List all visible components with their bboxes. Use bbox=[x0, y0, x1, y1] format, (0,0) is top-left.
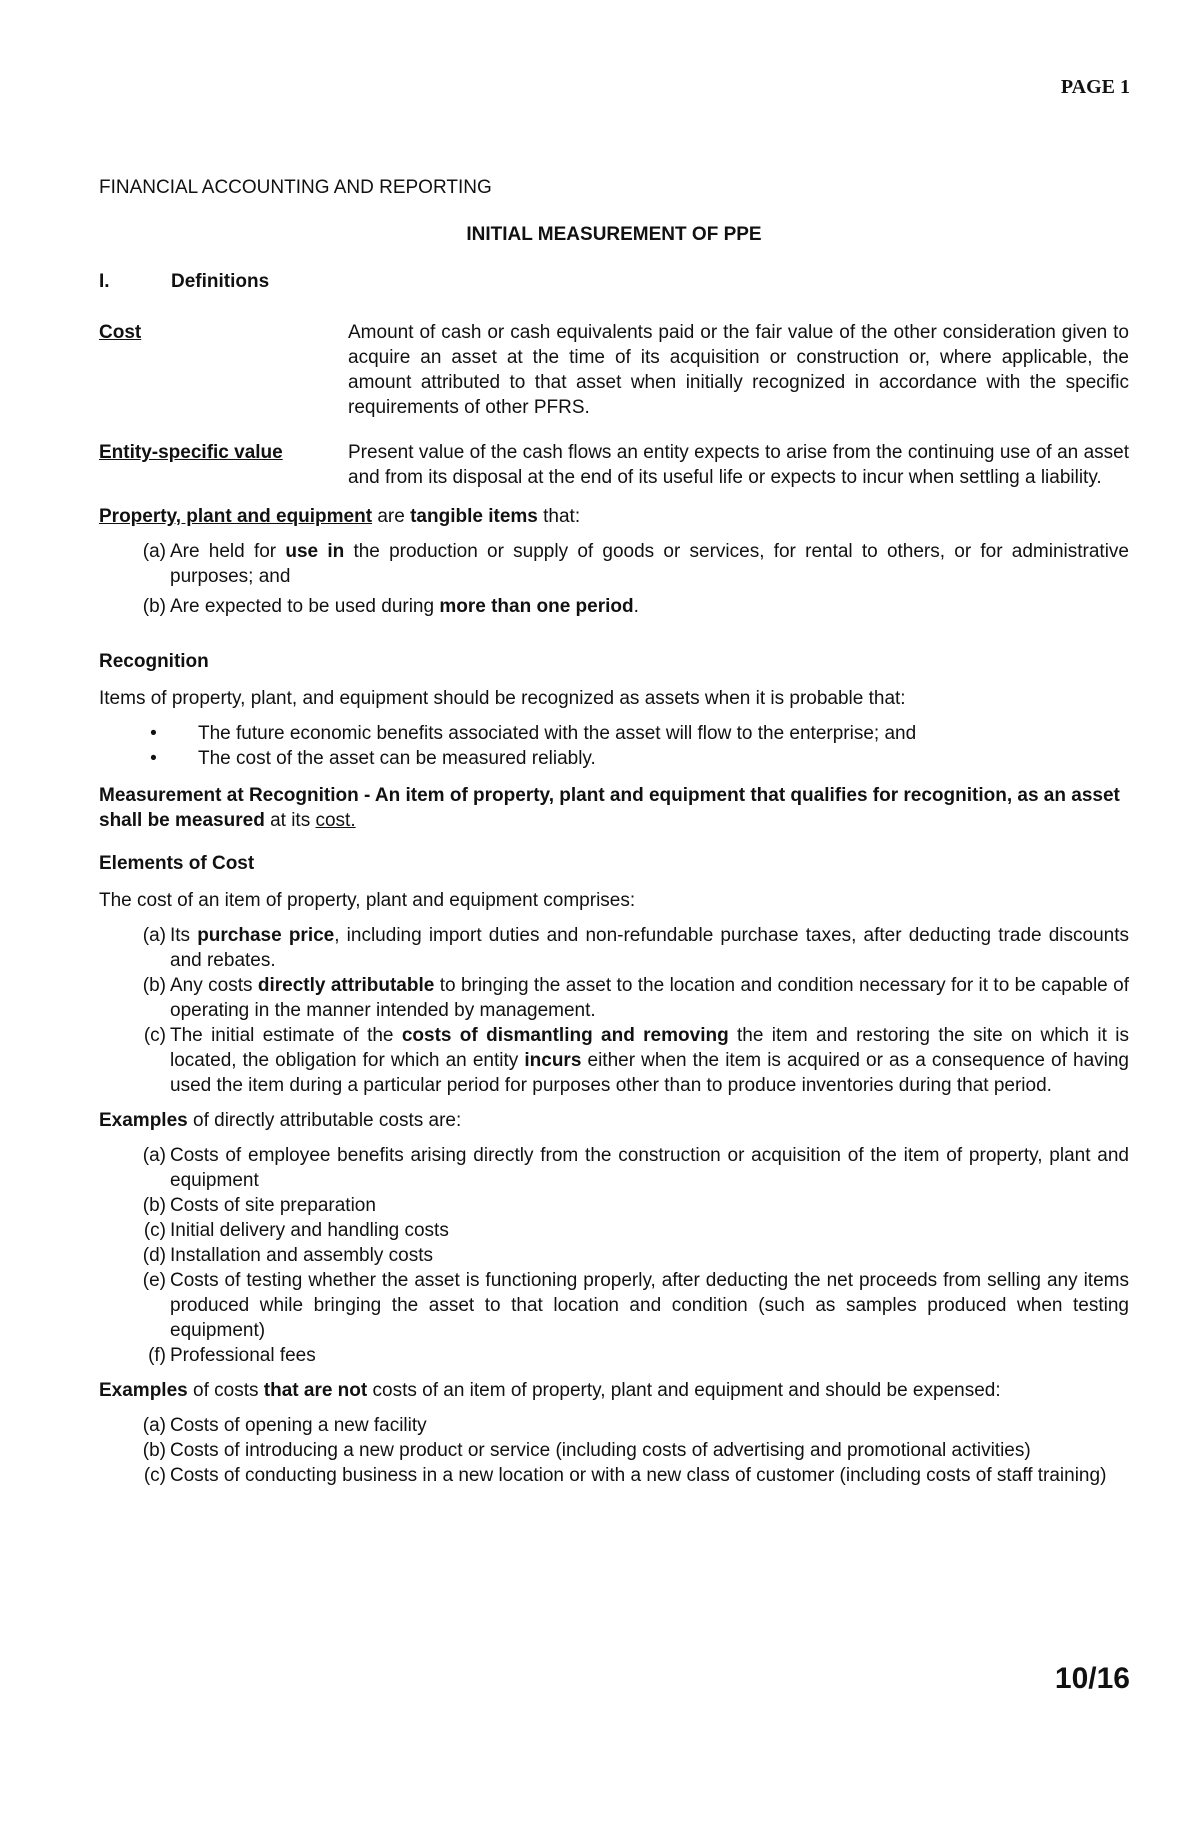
recognition-heading: Recognition bbox=[99, 651, 209, 672]
list-item: (d) Installation and assembly costs bbox=[142, 1245, 433, 1266]
definition-cost bbox=[99, 320, 1129, 420]
bullet-icon: • bbox=[150, 748, 157, 769]
list-item: (c) The initial estimate of the costs of dismantling and removing the item and restoring the site on which it is located, the obligation for which an entity incurs either when the item is acquired or as a consequence of having used the item during a particular period for purposes other than to produce inventories during that period. bbox=[143, 1025, 1129, 1096]
recognition-intro: Items of property, plant, and equipment should be recognized as assets when it is probable that: bbox=[99, 688, 906, 709]
recognition-bullets bbox=[99, 721, 1129, 771]
list-item: (c) Costs of conducting business in a new location or with a new class of customer (including costs of staff training) bbox=[143, 1465, 1107, 1486]
list-item: (f) Professional fees bbox=[148, 1345, 316, 1366]
examples-attributable-list bbox=[99, 1143, 1129, 1368]
list-item: (b) Costs of site preparation bbox=[142, 1195, 376, 1216]
measurement-at-recognition: Measurement at Recognition - An item of property, plant and equipment that qualifies for recognition, as an asset shall be measured at its cost. bbox=[99, 785, 1120, 831]
ppe-intro: Property, plant and equipment are tangible items that: bbox=[99, 506, 581, 527]
list-item: • The cost of the asset can be measured reliably. bbox=[99, 746, 1129, 771]
course-title: FINANCIAL ACCOUNTING AND REPORTING bbox=[99, 177, 492, 198]
definition-entity-specific-value bbox=[99, 440, 1129, 490]
document-body bbox=[99, 175, 1129, 1498]
list-item: (a) Costs of opening a new facility bbox=[142, 1415, 427, 1436]
elements-list bbox=[99, 923, 1129, 1098]
list-item: (a) Its purchase price, including import duties and non-refundable purchase taxes, after deducting trade discounts and rebates. bbox=[142, 925, 1129, 971]
definition-text: Present value of the cash flows an entity expects to arise from the continuing use of an asset and from its disposal at the end of its useful life or expects to incur when settling a liability. bbox=[348, 442, 1129, 488]
examples-attributable-intro: Examples of directly attributable costs are: bbox=[99, 1110, 462, 1131]
list-item: (e) Costs of testing whether the asset is functioning properly, after deducting the net proceeds from selling any items produced while bringing the asset to that location and condition (such as samples produced when testing equipment) bbox=[142, 1270, 1129, 1341]
elements-of-cost-heading: Elements of Cost bbox=[99, 853, 255, 874]
page-number: 10/16 bbox=[1054, 1662, 1130, 1695]
definition-term: Entity-specific value bbox=[99, 442, 283, 463]
list-item: (a) Costs of employee benefits arising directly from the construction or acquisition of the item of property, plant and equipment bbox=[142, 1145, 1129, 1191]
list-item: (b) Costs of introducing a new product or service (including costs of advertising and promotional activities) bbox=[142, 1440, 1031, 1461]
ppe-criteria-list bbox=[99, 539, 1129, 619]
list-item: (b) Any costs directly attributable to bringing the asset to the location and condition necessary for it to be capable of operating in the manner intended by management. bbox=[142, 975, 1129, 1021]
page-label: PAGE 1 bbox=[1060, 76, 1130, 98]
definition-text: Amount of cash or cash equivalents paid or the fair value of the other consideration given to acquire an asset at the time of its acquisition or construction or, where applicable, the amount attributed to that asset when initially recognized in accordance with the specific requirements of other PFRS. bbox=[348, 322, 1129, 418]
examples-not-list bbox=[99, 1413, 1129, 1488]
examples-not-intro: Examples of costs that are not costs of an item of property, plant and equipment and should be expensed: bbox=[99, 1380, 1001, 1401]
list-item: (b) Are expected to be used during more than one period. bbox=[142, 596, 639, 617]
document-title: INITIAL MEASUREMENT OF PPE bbox=[466, 224, 762, 245]
section-number: I. bbox=[99, 271, 110, 292]
bullet-icon: • bbox=[150, 723, 157, 744]
elements-intro: The cost of an item of property, plant and equipment comprises: bbox=[99, 890, 636, 911]
section-label: Definitions bbox=[171, 271, 270, 292]
list-item: (c) Initial delivery and handling costs bbox=[143, 1220, 449, 1241]
section-heading bbox=[99, 269, 1129, 294]
list-item: (a) Are held for use in the production or supply of goods or services, for rental to others, or for administrative purposes; and bbox=[142, 541, 1129, 587]
list-item: • The future economic benefits associated with the asset will flow to the enterprise; and bbox=[99, 721, 1129, 746]
definition-term: Cost bbox=[99, 322, 142, 343]
